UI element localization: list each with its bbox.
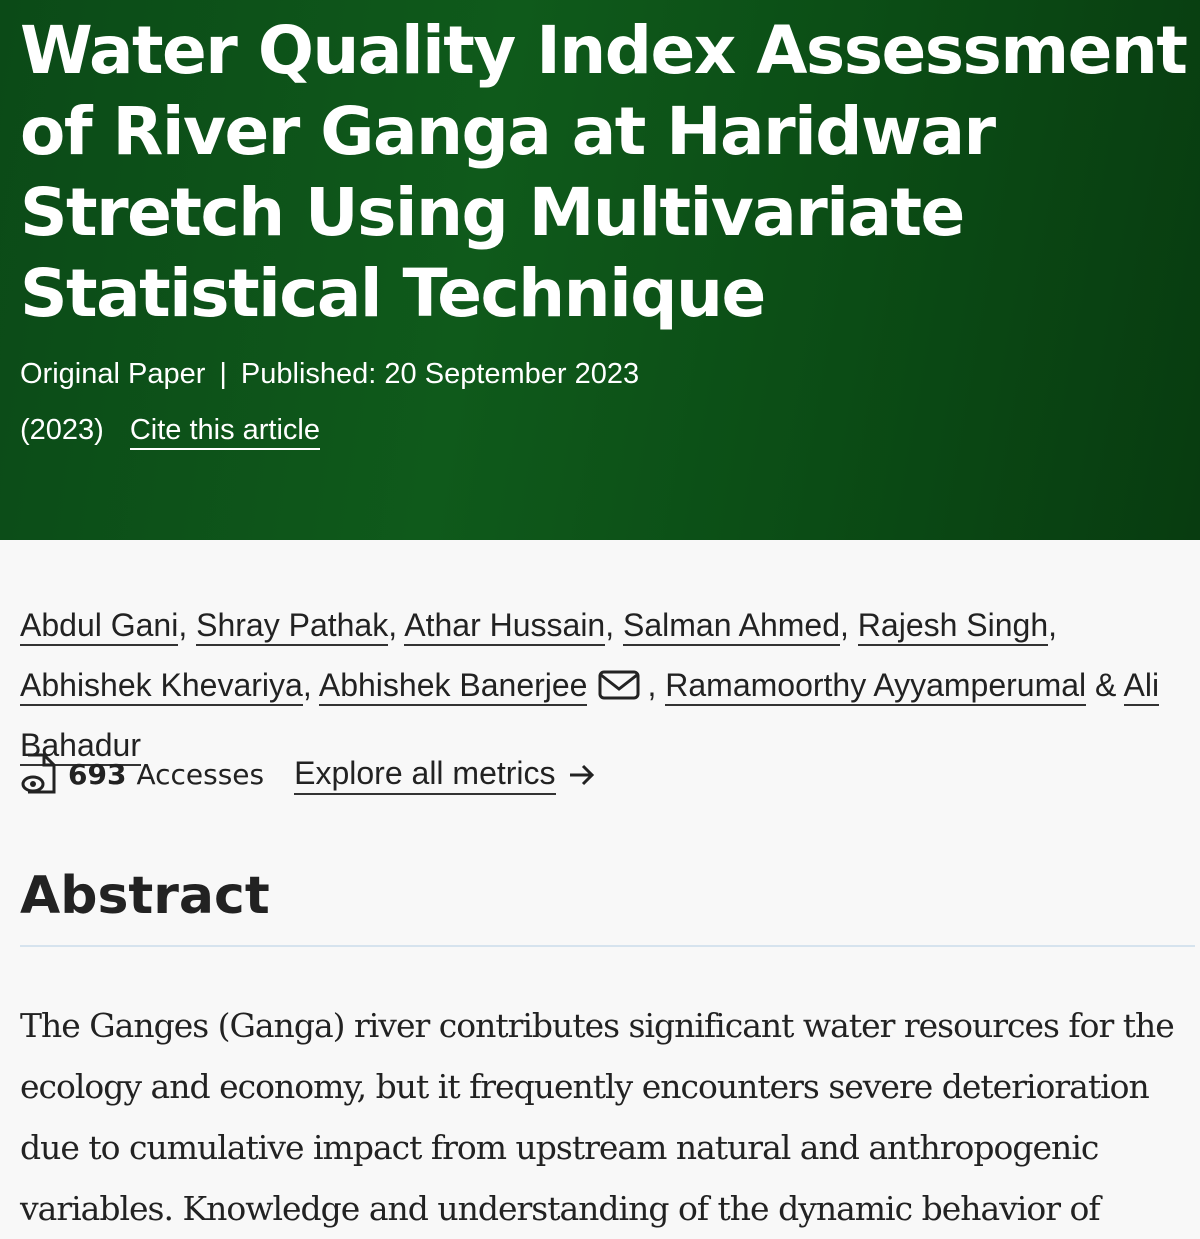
author-link[interactable]: Salman Ahmed	[623, 607, 840, 646]
arrow-right-icon[interactable]	[568, 763, 596, 787]
author-link[interactable]: Rajesh Singh	[858, 607, 1048, 646]
article-type: Original Paper	[20, 358, 206, 390]
author-separator: ,	[388, 607, 398, 643]
author-link[interactable]: Abdul Gani	[20, 607, 178, 646]
abstract-heading: Abstract	[20, 866, 270, 926]
author-separator: ,	[605, 607, 615, 643]
author-list	[20, 595, 1195, 775]
cite-this-article-link[interactable]: Cite this article	[130, 414, 320, 450]
meta-separator: |	[219, 358, 227, 390]
author-link[interactable]: Abhishek Khevariya	[20, 667, 303, 706]
author-separator: ,	[840, 607, 849, 643]
author-separator: ,	[302, 667, 312, 703]
envelope-icon[interactable]	[597, 668, 641, 702]
author-ampersand: &	[1095, 667, 1117, 703]
author-separator: ,	[647, 667, 657, 703]
author-link[interactable]: Ali Bahadur	[20, 667, 1159, 766]
article-metrics	[20, 752, 596, 796]
accesses-count: 693	[68, 758, 127, 791]
section-divider	[20, 945, 1195, 947]
article-citation-row	[20, 414, 320, 447]
article-header	[0, 0, 1200, 540]
author-link[interactable]: Shray Pathak	[196, 607, 388, 646]
abstract-text: The Ganges (Ganga) river contributes significant water resources for the ecology and economy, but it frequently encounters severe deterioration due to cumulative impact from upstream natural and anthropogenic variables. Knowledge and understanding of the dynamic behavior of	[20, 1006, 1174, 1228]
author-separator: ,	[1048, 607, 1058, 643]
author-separator: ,	[178, 607, 188, 643]
publication-date: Published: 20 September 2023	[240, 358, 640, 390]
explore-metrics-link[interactable]: Explore all metrics	[294, 755, 555, 795]
accesses-label: Accesses	[136, 758, 265, 791]
corresponding-author-link[interactable]: Abhishek Banerjee	[319, 667, 588, 706]
article-meta	[20, 358, 639, 391]
author-link[interactable]: Athar Hussain	[404, 607, 605, 646]
article-year: (2023)	[20, 414, 104, 446]
author-link[interactable]: Ramamoorthy Ayyamperumal	[665, 667, 1086, 706]
article-title: Water Quality Index Assessment of River Ganga at Haridwar Stretch Using Multivariate Statistical Technique	[20, 12, 1187, 332]
accesses-icon	[20, 752, 60, 796]
